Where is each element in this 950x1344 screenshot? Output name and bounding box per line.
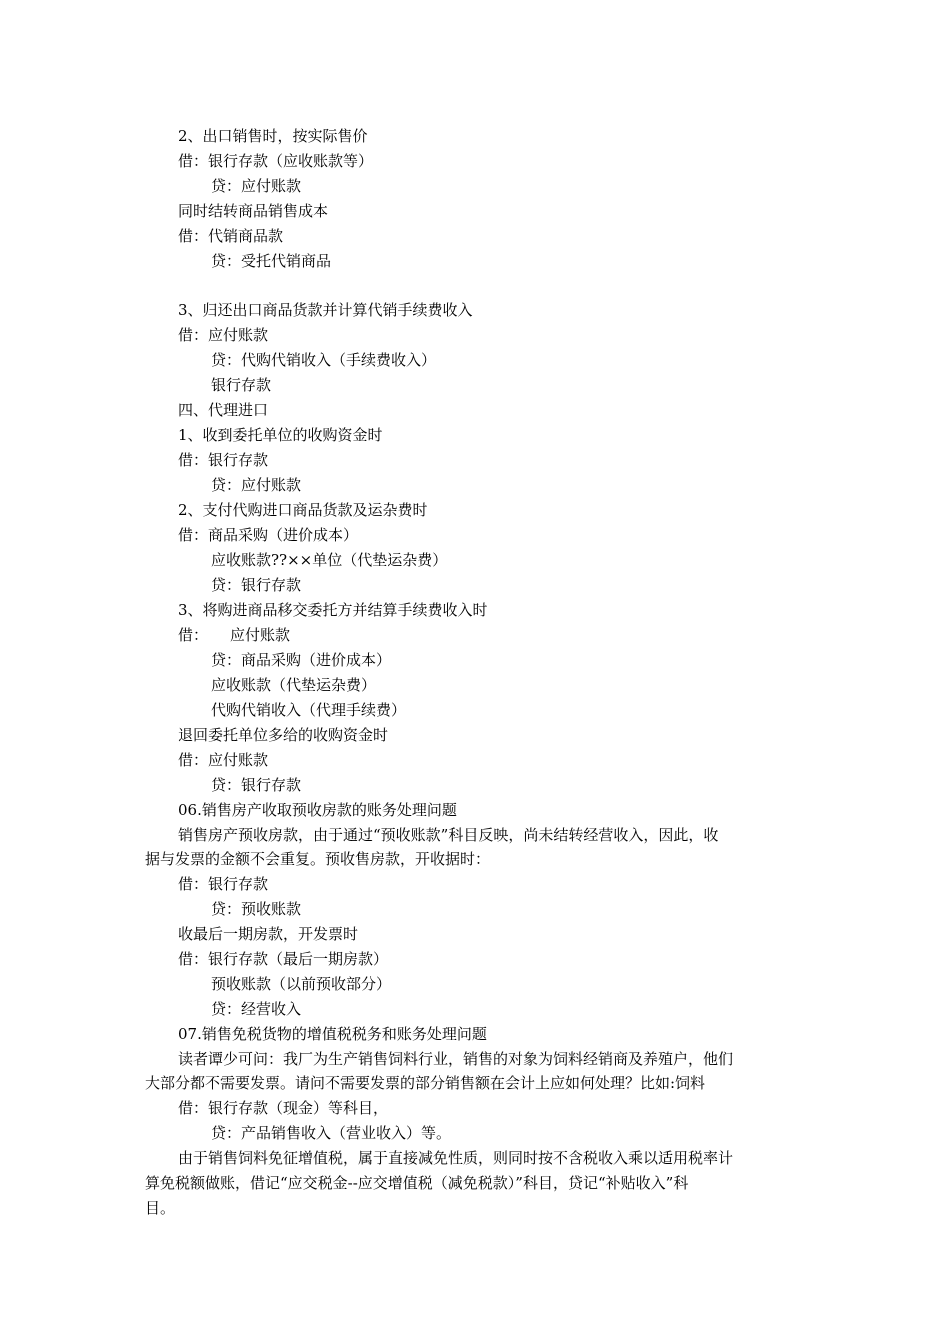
text-line: 预收账款（以前预收部分）	[211, 975, 392, 993]
text-line: 大部分都不需要发票。请问不需要发票的部分销售额在会计上应如何处理？比如:饲料	[145, 1074, 706, 1092]
text-line: 贷：银行存款	[211, 576, 302, 594]
text-line: 应付账款	[230, 626, 291, 644]
text-line: 借：代销商品款	[178, 227, 284, 245]
text-line: 由于销售饲料免征增值税，属于直接减免性质，则同时按不含税收入乘以适用税率计	[178, 1149, 734, 1167]
section-heading: 06.销售房产收取预收房款的账务处理问题	[178, 801, 457, 819]
text-line: 借：应付账款	[178, 751, 269, 769]
text-line: 应收账款（代垫运杂费）	[211, 676, 377, 694]
text-line: 退回委托单位多给的收购资金时	[178, 726, 389, 744]
text-line: 贷：产品销售收入（营业收入）等。	[211, 1124, 452, 1142]
text-line: 2、支付代购进口商品货款及运杂费时	[178, 501, 428, 519]
text-line: 算免税额做账，借记“应交税金--应交增值税（减免税款）”科目，贷记“补贴收入”科	[145, 1174, 689, 1192]
text-line: 1、收到委托单位的收购资金时	[178, 426, 383, 444]
text-line: 借：	[178, 626, 209, 644]
text-line: 贷：代购代销收入（手续费收入）	[211, 351, 437, 369]
text-line: 据与发票的金额不会重复。预收售房款，开收据时：	[145, 850, 491, 868]
text-line: 借：银行存款	[178, 451, 269, 469]
text-line: 读者谭少可问：我厂为生产销售饲料行业，销售的对象为饲料经销商及养殖户，他们	[178, 1050, 734, 1068]
text-line: 贷：银行存款	[211, 776, 302, 794]
text-line: 同时结转商品销售成本	[178, 202, 329, 220]
text-line: 借：银行存款	[178, 875, 269, 893]
text-line: 借：银行存款（现金）等科目，	[178, 1099, 389, 1117]
text-line: 借：银行存款（应收账款等）	[178, 152, 374, 170]
text-line: 2、出口销售时，按实际售价	[178, 127, 368, 145]
text-line: 销售房产预收房款，由于通过“预收账款”科目反映，尚未结转经营收入，因此，收	[178, 826, 719, 844]
text-line: 贷：应付账款	[211, 177, 302, 195]
text-line: 借：商品采购（进价成本）	[178, 526, 359, 544]
text-line: 贷：预收账款	[211, 900, 302, 918]
text-line: 银行存款	[211, 376, 272, 394]
section-heading: 四、代理进口	[178, 401, 269, 419]
text-line: 贷：经营收入	[211, 1000, 302, 1018]
text-line: 贷：商品采购（进价成本）	[211, 651, 392, 669]
text-line: 借：应付账款	[178, 326, 269, 344]
text-line: 目。	[145, 1199, 176, 1217]
text-line: 3、归还出口商品货款并计算代销手续费收入	[178, 301, 473, 319]
section-heading: 07.销售免税货物的增值税税务和账务处理问题	[178, 1025, 487, 1043]
text-line: 贷：应付账款	[211, 476, 302, 494]
text-line: 贷：受托代销商品	[211, 252, 332, 270]
text-line: 3、将购进商品移交委托方并结算手续费收入时	[178, 601, 488, 619]
text-line: 代购代销收入（代理手续费）	[211, 701, 407, 719]
text-line: 借：银行存款（最后一期房款）	[178, 950, 389, 968]
text-line: 收最后一期房款，开发票时	[178, 925, 359, 943]
text-line: 应收账款??××单位（代垫运杂费）	[211, 551, 448, 569]
